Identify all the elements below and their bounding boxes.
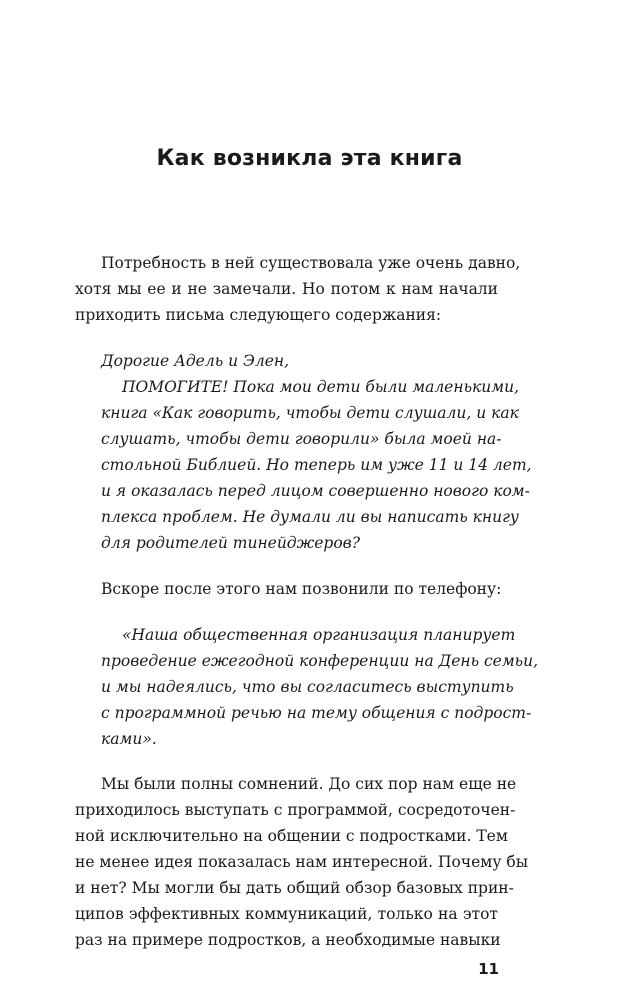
final-line-4: не менее идея показалась нам интересной. Почему бы	[75, 853, 529, 871]
intro-line-1: Потребность в ней существовала уже очень давно,	[101, 254, 521, 272]
letter-line-3: слушать, чтобы дети говорили» была моей на-	[101, 430, 502, 448]
letter-line-1: ПОМОГИТЕ! Пока мои дети были маленькими,	[122, 378, 520, 396]
call-quote-line-5: ками».	[101, 730, 157, 748]
call-quote-line-1: «Наша общественная организация планирует	[122, 626, 516, 644]
call-quote-line-4: с программной речью на тему общения с подрост-	[101, 704, 532, 722]
call-quote-line-3: и мы надеялись, что вы согласитесь выступить	[101, 678, 514, 696]
call-quote-line-2: проведение ежегодной конференции на День семьи,	[101, 652, 539, 670]
letter-salutation: Дорогие Адель и Элен,	[101, 352, 290, 370]
final-line-1: Мы были полны сомнений. До сих пор нам еще не	[101, 775, 517, 793]
final-line-7: раз на примере подростков, а необходимые навыки	[75, 931, 501, 949]
final-line-5: и нет? Мы могли бы дать общий обзор базовых прин-	[75, 879, 514, 897]
final-line-3: ной исключительно на общении с подростками. Тем	[75, 827, 508, 845]
letter-line-2: книга «Как говорить, чтобы дети слушали, и как	[101, 404, 519, 422]
letter-line-4: стольной Библией. Но теперь им уже 11 и 14 лет,	[101, 456, 532, 474]
intro-line-3: приходить письма следующего содержания:	[75, 306, 442, 324]
page-number: 11	[478, 960, 499, 978]
final-line-2: приходилось выступать с программой, сосредоточен-	[75, 801, 516, 819]
final-line-6: ципов эффективных коммуникаций, только на этот	[75, 905, 498, 923]
phone-intro: Вскоре после этого нам позвонили по телефону:	[101, 580, 502, 598]
letter-line-5: и я оказалась перед лицом совершенно нового ком-	[101, 482, 530, 500]
intro-line-2: хотя мы ее и не замечали. Но потом к нам начали	[75, 280, 498, 298]
letter-line-6: плекса проблем. Не думали ли вы написать книгу	[101, 508, 519, 526]
chapter-title: Как возникла эта книга	[156, 146, 463, 171]
letter-line-7: для родителей тинейджеров?	[101, 534, 361, 552]
